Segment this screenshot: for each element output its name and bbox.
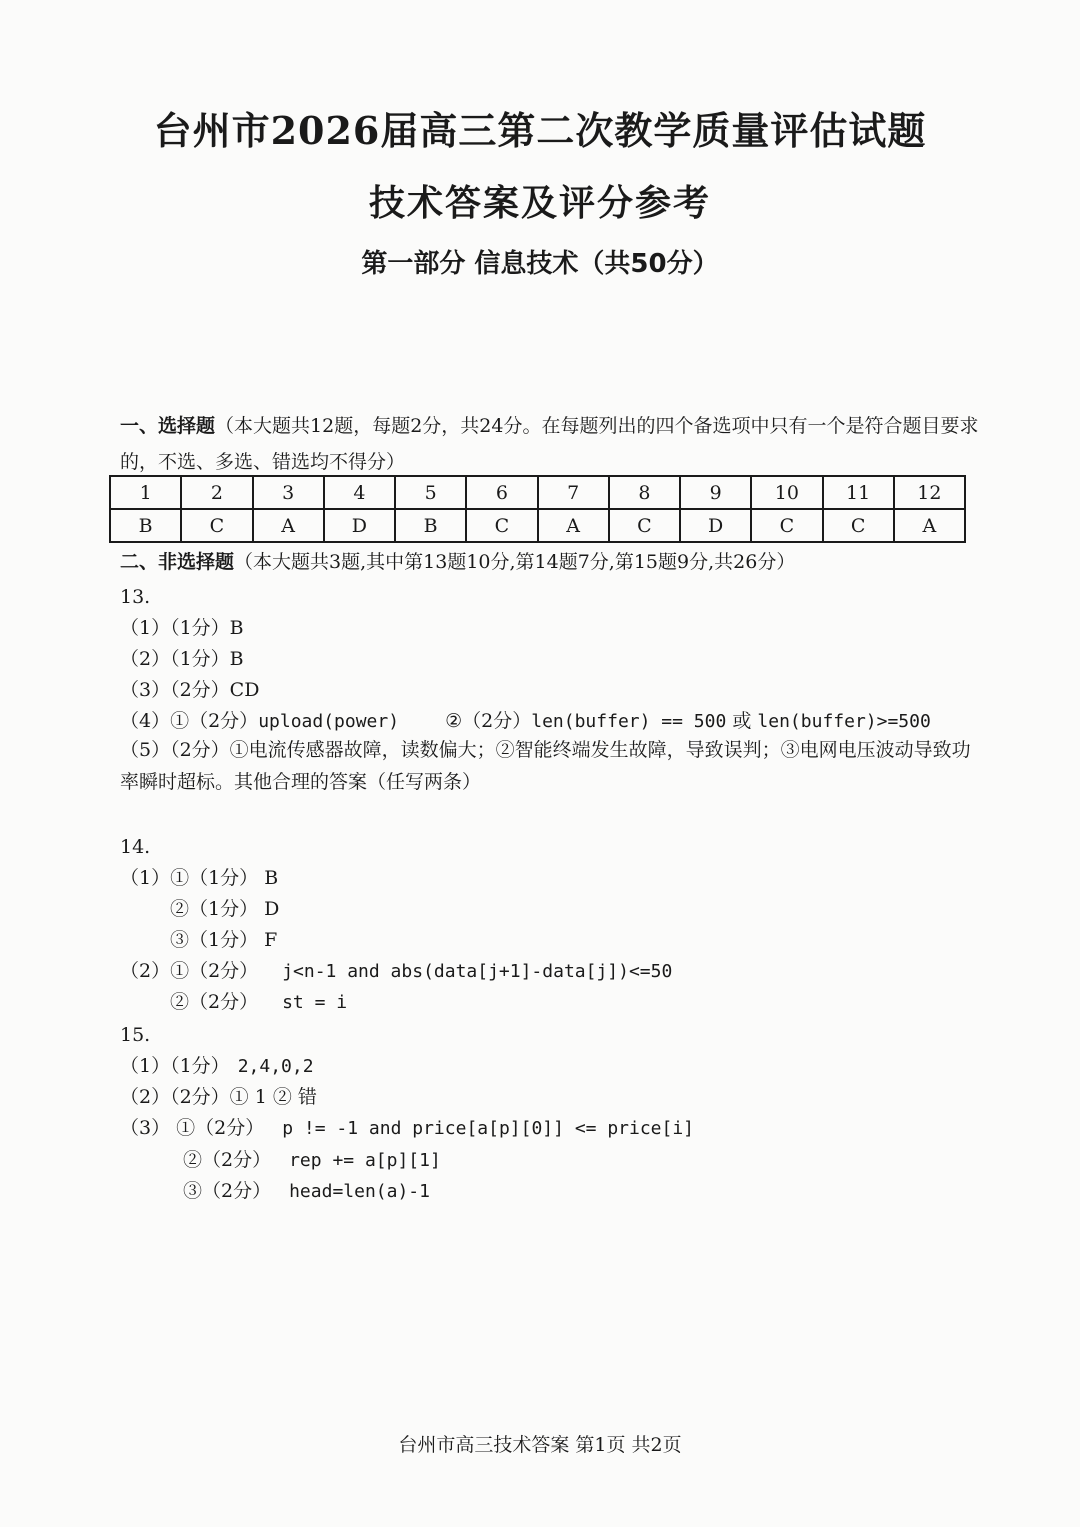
question-number: 5	[395, 476, 466, 509]
question-number: 3	[253, 476, 324, 509]
q15-answer-4	[183, 1145, 441, 1176]
question-number: 4	[324, 476, 395, 509]
question-number: 8	[609, 476, 680, 509]
q13-answer-4a-prefix: （4）①（2分）	[120, 710, 259, 732]
exam-title: 台州市2026届高三第二次教学质量评估试题	[153, 108, 927, 153]
q13-answer-4b-code2: len(buffer)>=500	[757, 711, 931, 732]
q13-answer-1: （1）（1分）B	[120, 617, 244, 639]
q13-answer-4	[120, 706, 931, 737]
q13-answer-5: （5）（2分）①电流传感器故障，读数偏大；②智能终端发生故障，导致误判；③电网电压波动导致功率瞬时超标。其他合理的答案（任写两条）	[120, 739, 971, 793]
answer-cell: A	[538, 509, 609, 542]
question-number: 1	[110, 476, 181, 509]
question-number: 9	[680, 476, 751, 509]
answer-cell: C	[751, 509, 822, 542]
q13-answer-4b-code: len(buffer) == 500	[531, 711, 727, 732]
q15-answer-3	[120, 1113, 694, 1144]
q15-label: 15.	[120, 1024, 151, 1046]
q14-answer-4-prefix: （2）①（2分）	[120, 960, 259, 982]
q14-label: 14.	[120, 836, 151, 858]
q15-answer-1-prefix: （1）（1分）	[120, 1055, 230, 1077]
section2-description: （本大题共3题,其中第13题10分,第14题7分,第15题9分,共26分）	[234, 551, 796, 573]
q14-answer-2: ②（1分） D	[170, 898, 280, 920]
q13-answer-4b-prefix: ②（2分）	[445, 710, 532, 732]
section2-intro	[120, 546, 795, 578]
answer-row	[110, 509, 965, 542]
question-number: 12	[894, 476, 965, 509]
q13-answer-4a-code: upload(power)	[258, 711, 400, 732]
q13-answer-3: （3）（2分）CD	[120, 679, 260, 701]
q15-answer-2: （2）（2分）① 1 ② 错	[120, 1086, 317, 1108]
q15-answer-3-prefix: （3） ①（2分）	[120, 1117, 265, 1139]
section1-intro	[120, 408, 980, 480]
q15-answer-5	[183, 1176, 430, 1207]
q13-answer-4b-or: 或	[726, 710, 758, 732]
section1-heading: 一、选择题	[120, 415, 216, 437]
q14-answer-1: （1）①（1分） B	[120, 867, 279, 889]
part-title: 第一部分 信息技术（共50分）	[361, 249, 719, 279]
q15-answer-3-code: p != -1 and price[a[p][0]] <= price[i]	[282, 1118, 695, 1139]
page-footer: 台州市高三技术答案 第1页 共2页	[398, 1434, 682, 1456]
q15-answer-4-code: rep += a[p][1]	[289, 1150, 441, 1171]
q15-answer-1-code: 2,4,0,2	[237, 1056, 314, 1077]
answer-cell: C	[181, 509, 252, 542]
section2-heading: 二、非选择题	[120, 551, 235, 573]
q13-answer-2: （2）（1分）B	[120, 648, 244, 670]
q15-answer-5-code: head=len(a)-1	[289, 1181, 430, 1202]
answer-subtitle: 技术答案及评分参考	[368, 182, 711, 224]
q13-label: 13.	[120, 586, 151, 608]
q14-answer-5-prefix: ②（2分）	[170, 991, 259, 1013]
question-number-row	[110, 476, 965, 509]
q14-answer-4	[120, 956, 672, 987]
q15-answer-4-prefix: ②（2分）	[183, 1149, 272, 1171]
multiple-choice-answer-table	[109, 475, 966, 543]
answer-cell: B	[110, 509, 181, 542]
answer-cell: C	[823, 509, 894, 542]
answer-cell: B	[395, 509, 466, 542]
q14-answer-5-code: st = i	[282, 992, 348, 1013]
answer-cell: D	[680, 509, 751, 542]
q14-answer-4-code: j<n-1 and abs(data[j+1]-data[j])<=50	[282, 961, 673, 982]
question-number: 11	[823, 476, 894, 509]
question-number: 2	[181, 476, 252, 509]
question-number: 10	[751, 476, 822, 509]
answer-cell: C	[609, 509, 680, 542]
section1-description: （本大题共12题，每题2分，共24分。在每题列出的四个备选项中只有一个是符合题目要求的，不选、多选、错选均不得分）	[120, 415, 979, 473]
q14-answer-5	[170, 987, 347, 1018]
question-number: 7	[538, 476, 609, 509]
answer-cell: A	[253, 509, 324, 542]
q15-answer-5-prefix: ③（2分）	[183, 1180, 272, 1202]
answer-cell: A	[894, 509, 965, 542]
answer-cell: D	[324, 509, 395, 542]
question-number: 6	[466, 476, 537, 509]
q14-answer-3: ③（1分） F	[170, 929, 278, 951]
q15-answer-1	[120, 1051, 314, 1082]
answer-cell: C	[466, 509, 537, 542]
